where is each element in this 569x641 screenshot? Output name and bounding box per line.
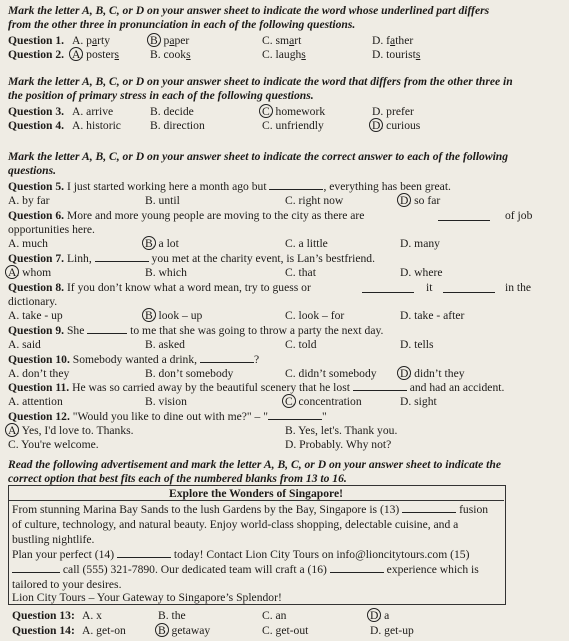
q1-option-a[interactable]: A. party — [72, 34, 111, 47]
q13-option-a[interactable]: A. x — [82, 609, 102, 622]
q6-option-c[interactable]: C. a little — [285, 237, 328, 250]
q10-option-c[interactable]: C. didn’t somebody — [285, 367, 377, 380]
q2-option-d[interactable]: D. tourists — [372, 48, 421, 61]
blank-16 — [330, 572, 384, 573]
q2-option-c[interactable]: C. laughs — [262, 48, 306, 61]
q8-option-c[interactable]: C. look – for — [285, 309, 345, 322]
q4-option-d[interactable]: D. curious — [372, 119, 421, 132]
q13-option-b[interactable]: B. the — [158, 609, 186, 622]
q11-option-a[interactable]: A. attention — [8, 395, 63, 408]
q1-option-c[interactable]: C. smart — [262, 34, 302, 47]
question-4-label: Question 4. — [8, 119, 65, 132]
blank-14 — [117, 557, 171, 558]
ad-paragraph1-line2: of culture, technology, and natural beauty. Enjoy world-class shopping, delectable cuisine, and a — [12, 518, 459, 531]
q5-option-b[interactable]: B. until — [145, 194, 180, 207]
q7-answer-circle — [5, 265, 19, 279]
q9-option-a[interactable]: A. said — [8, 338, 41, 351]
q9-option-c[interactable]: C. told — [285, 338, 317, 351]
question-3-label: Question 3. — [8, 105, 65, 118]
question-6-stem-end: of job — [505, 209, 533, 222]
q8-blank-2 — [443, 292, 495, 293]
q10-answer-circle — [397, 366, 411, 380]
q3-option-d[interactable]: D. prefer — [372, 105, 414, 118]
instruction-stress-line1: Mark the letter A, B, C, or D on your answer sheet to indicate the word that differs from the other three in — [8, 75, 513, 88]
q4-option-c[interactable]: C. unfriendly — [262, 119, 324, 132]
ad-paragraph2-line3: tailored to your desires. — [12, 578, 122, 591]
q13-answer-circle — [367, 608, 381, 622]
q12-option-d[interactable]: D. Probably. Why not? — [285, 438, 392, 451]
q8-option-a[interactable]: A. take - up — [8, 309, 63, 322]
q12-answer-circle — [5, 423, 19, 437]
q1-answer-circle — [147, 33, 161, 47]
q8-option-d[interactable]: D. take - after — [400, 309, 465, 322]
question-8-stem-end: in the — [505, 281, 532, 294]
q6-blank — [438, 220, 490, 221]
q10-option-d[interactable]: D. didn’t they — [400, 367, 465, 380]
question-10-stem: Question 10. Somebody wanted a drink, ? — [8, 353, 260, 366]
advertisement-divider — [8, 500, 504, 501]
q12-option-c[interactable]: C. You're welcome. — [8, 438, 99, 451]
q7-blank — [95, 261, 149, 262]
question-2-label: Question 2. — [8, 48, 65, 61]
q11-blank — [353, 390, 407, 391]
question-11-stem: Question 11. He was so carried away by the beautiful scenery that he lost and had an accident. — [8, 381, 505, 394]
q13-option-d[interactable]: D. a — [370, 609, 390, 622]
q10-option-a[interactable]: A. don’t they — [8, 367, 70, 380]
q7-option-a[interactable]: A. whom — [8, 266, 52, 279]
ad-paragraph2-line1: Plan your perfect (14) today! Contact Lion City Tours on info@lioncitytours.com (15) — [12, 548, 470, 561]
question-5-stem: Question 5. I just started working here a month ago but , everything has been great. — [8, 180, 451, 193]
q1-option-b[interactable]: B. paper — [150, 34, 190, 47]
q6-option-d[interactable]: D. many — [400, 237, 440, 250]
q7-option-c[interactable]: C. that — [285, 266, 316, 279]
q2-option-a[interactable]: A. posters — [72, 48, 120, 61]
instruction-reading-line2: correct option that best fits each of the numbered blanks from 13 to 16. — [8, 472, 347, 485]
q2-answer-circle — [69, 47, 83, 61]
q12-option-a[interactable]: A. Yes, I'd love to. Thanks. — [8, 424, 134, 437]
q14-option-b[interactable]: B. getaway — [158, 624, 211, 637]
q13-option-c[interactable]: C. an — [262, 609, 287, 622]
instruction-pronunciation-line2: from the other three in pronunciation in each of the following questions. — [8, 18, 356, 31]
q6-option-b[interactable]: B. a lot — [145, 237, 179, 250]
q14-answer-circle — [155, 623, 169, 637]
question-6-stem-line2: opportunities here. — [8, 223, 95, 236]
question-8-stem-it: it — [426, 281, 433, 294]
q3-option-b[interactable]: B. decide — [150, 105, 194, 118]
q5-blank — [269, 189, 323, 190]
q8-option-b[interactable]: B. look – up — [145, 309, 203, 322]
q2-option-b[interactable]: B. cooks — [150, 48, 191, 61]
instruction-stress-line2: the position of primary stress in each of the following questions. — [8, 89, 314, 102]
question-8-stem-line2: dictionary. — [8, 295, 58, 308]
question-8-stem: Question 8. If you don’t know what a word mean, try to guess or — [8, 281, 311, 294]
q5-option-c[interactable]: C. right now — [285, 194, 344, 207]
ad-paragraph1-line1: From stunning Marina Bay Sands to the lush Gardens by the Bay, Singapore is (13) fusion — [12, 503, 489, 516]
ad-paragraph2-line2: call (555) 321-7890. Our dedicated team will craft a (16) experience which is — [12, 563, 479, 576]
q11-option-d[interactable]: D. sight — [400, 395, 437, 408]
q11-answer-circle — [282, 394, 296, 408]
question-13-label: Question 13: — [12, 609, 75, 622]
q14-option-a[interactable]: A. get-on — [82, 624, 126, 637]
q9-option-b[interactable]: B. asked — [145, 338, 185, 351]
q9-blank — [87, 333, 127, 334]
instruction-reading-line1: Read the following advertisement and mark the letter A, B, C, or D on your answer sheet to indicate the — [8, 458, 501, 471]
q4-option-a[interactable]: A. historic — [72, 119, 121, 132]
blank-15 — [12, 572, 60, 573]
q3-answer-circle — [259, 104, 273, 118]
q6-option-a[interactable]: A. much — [8, 237, 48, 250]
q3-option-a[interactable]: A. arrive — [72, 105, 114, 118]
q3-option-c[interactable]: C. homework — [262, 105, 326, 118]
question-6-stem: Question 6. More and more young people are moving to the city as there are — [8, 209, 365, 222]
q11-option-b[interactable]: B. vision — [145, 395, 187, 408]
q12-blank — [268, 419, 322, 420]
q7-option-d[interactable]: D. where — [400, 266, 443, 279]
q9-option-d[interactable]: D. tells — [400, 338, 434, 351]
q7-option-b[interactable]: B. which — [145, 266, 187, 279]
q8-answer-circle — [142, 308, 156, 322]
blank-13 — [402, 512, 456, 513]
q11-option-c[interactable]: C. concentration — [285, 395, 362, 408]
question-7-stem: Question 7. Linh, you met at the charity event, is Lan’s bestfriend. — [8, 252, 375, 265]
q14-option-c[interactable]: C. get-out — [262, 624, 309, 637]
q12-option-b[interactable]: B. Yes, let's. Thank you. — [285, 424, 398, 437]
question-12-stem: Question 12. "Would you like to dine out with me?" – " " — [8, 410, 327, 423]
q14-option-d[interactable]: D. get-up — [370, 624, 414, 637]
advertisement-title: Explore the Wonders of Singapore! — [169, 487, 343, 500]
q5-option-d[interactable]: D. so far — [400, 194, 441, 207]
question-9-stem: Question 9. She to me that she was going to throw a party the next day. — [8, 324, 384, 337]
question-14-label: Question 14: — [12, 624, 75, 637]
q4-option-b[interactable]: B. direction — [150, 119, 205, 132]
q10-option-b[interactable]: B. don’t somebody — [145, 367, 234, 380]
instruction-pronunciation-line1: Mark the letter A, B, C, or D on your answer sheet to indicate the word whose underlined part differs — [8, 4, 490, 17]
q8-blank-1 — [362, 292, 414, 293]
ad-paragraph1-line3: bustling nightlife. — [12, 533, 95, 546]
q5-option-a[interactable]: A. by far — [8, 194, 50, 207]
q1-option-d[interactable]: D. father — [372, 34, 414, 47]
q5-answer-circle — [397, 193, 411, 207]
instruction-correct-answer-line2: questions. — [8, 164, 56, 177]
q6-answer-circle — [142, 236, 156, 250]
question-1-label: Question 1. — [8, 34, 65, 47]
q10-blank — [200, 362, 254, 363]
q4-answer-circle — [369, 118, 383, 132]
ad-slogan: Lion City Tours – Your Gateway to Singapore’s Splendor! — [12, 591, 282, 604]
instruction-correct-answer-line1: Mark the letter A, B, C, or D on your answer sheet to indicate the correct answer to each of the following — [8, 150, 509, 163]
